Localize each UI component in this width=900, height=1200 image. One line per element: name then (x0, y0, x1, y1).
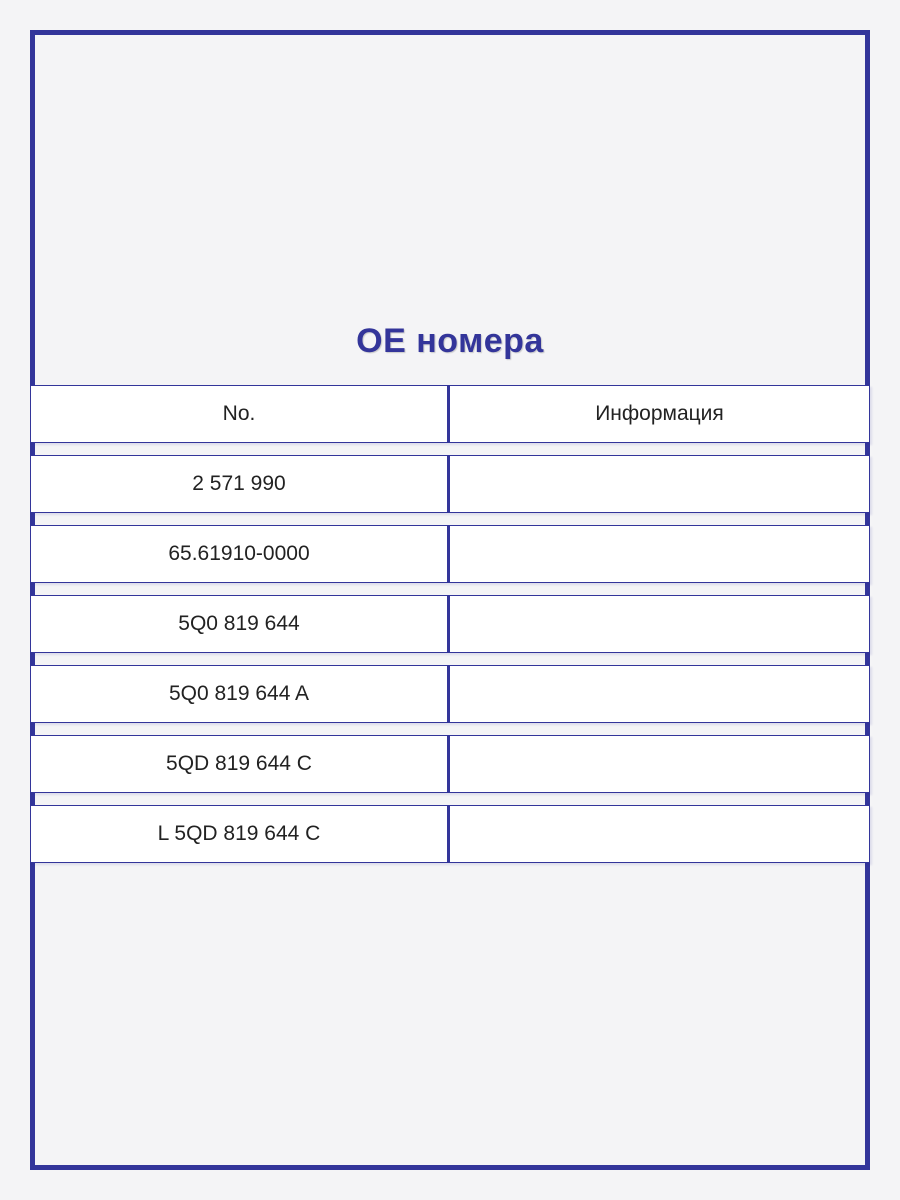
table-row (30, 595, 870, 653)
oe-number-cell: 5Q0 819 644 A (30, 665, 449, 723)
info-cell (449, 525, 870, 583)
info-cell (449, 735, 870, 793)
header-info: Информация (449, 385, 870, 443)
table-row (30, 805, 870, 863)
oe-number-cell: 5QD 819 644 C (30, 735, 449, 793)
oe-number-cell: 2 571 990 (30, 455, 449, 513)
info-cell (449, 455, 870, 513)
table-row (30, 735, 870, 793)
oe-number-cell: 5Q0 819 644 (30, 595, 449, 653)
table-row (30, 525, 870, 583)
info-cell (449, 665, 870, 723)
oe-number-cell: L 5QD 819 644 C (30, 805, 449, 863)
info-cell (449, 595, 870, 653)
info-cell (449, 805, 870, 863)
page-title: OE номера (356, 322, 544, 360)
oe-number-cell: 65.61910-0000 (30, 525, 449, 583)
oe-numbers-table (30, 385, 870, 875)
table-row (30, 455, 870, 513)
table-row (30, 665, 870, 723)
table-header-row (30, 385, 870, 443)
header-no: No. (30, 385, 449, 443)
